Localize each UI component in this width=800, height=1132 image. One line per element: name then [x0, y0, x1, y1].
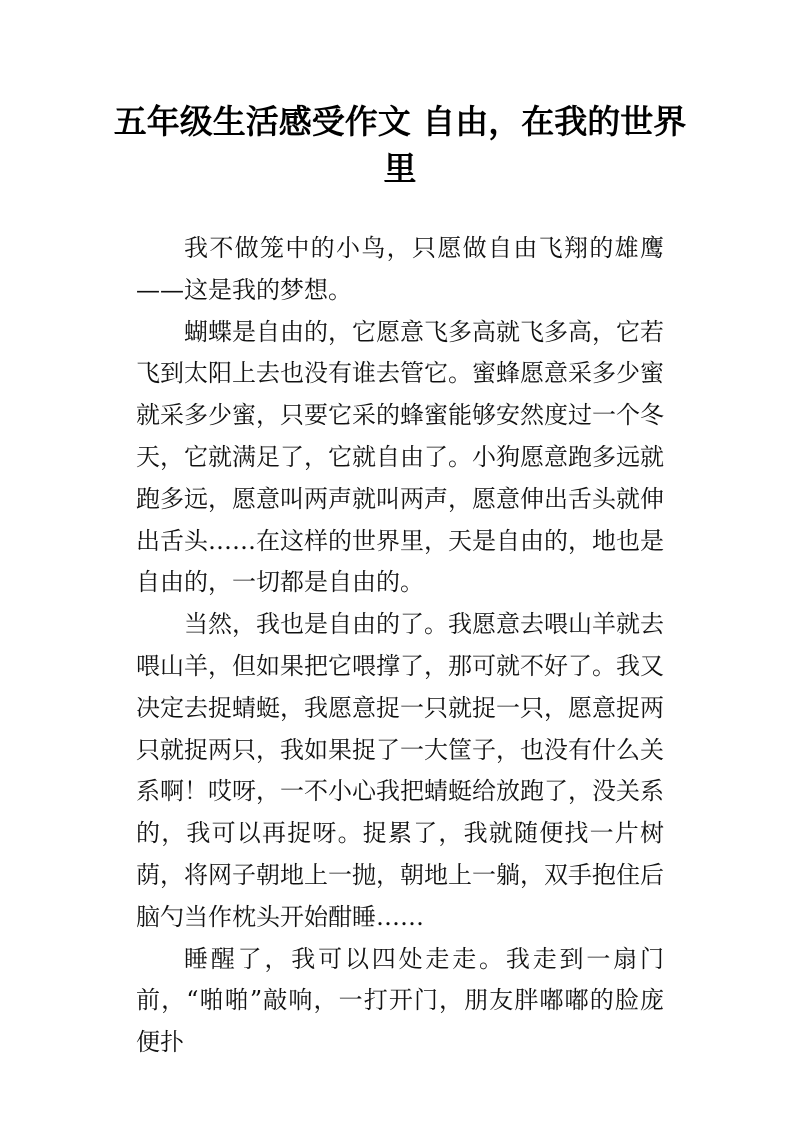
paragraph-3: 当然，我也是自由的了。我愿意去喂山羊就去喂山羊，但如果把它喂撑了，那可就不好了。我又决定去捉蜻蜓，我愿意捉一只就捉一只，愿意捉两只就捉两只，我如果捉了一大筐子，也没有什么关系啊！哎呀，一不小心我把蜻蜓给放跑了，没关系的，我可以再捉呀。捉累了，我就随便找一片树荫，将网子朝地上一抛，朝地上一躺，双手抱住后脑勺当作枕头开始酣睡…… [136, 610, 664, 931]
paragraph-1: 我不做笼中的小鸟，只愿做自由飞翔的雄鹰——这是我的梦想。 [136, 234, 664, 304]
paragraph-2: 蝴蝶是自由的，它愿意飞多高就飞多高，它若飞到太阳上去也没有谁去管它。蜜蜂愿意采多少蜜就采多少蜜，只要它采的蜂蜜能够安然度过一个冬天，它就满足了，它就自由了。小狗愿意跑多远就跑多远，愿意叫两声就叫两声，愿意伸出舌头就伸出舌头……在这样的世界里，天是自由的，地也是自由的，一切都是自由的。 [136, 317, 664, 597]
document-body [136, 228, 664, 1064]
document-title: 五年级生活感受作文 自由，在我的世界里 [113, 102, 687, 188]
paragraph-4: 睡醒了，我可以四处走走。我走到一扇门前，“啪啪”敲响，一打开门，朋友胖嘟嘟的脸庞便扑 [136, 944, 664, 1057]
